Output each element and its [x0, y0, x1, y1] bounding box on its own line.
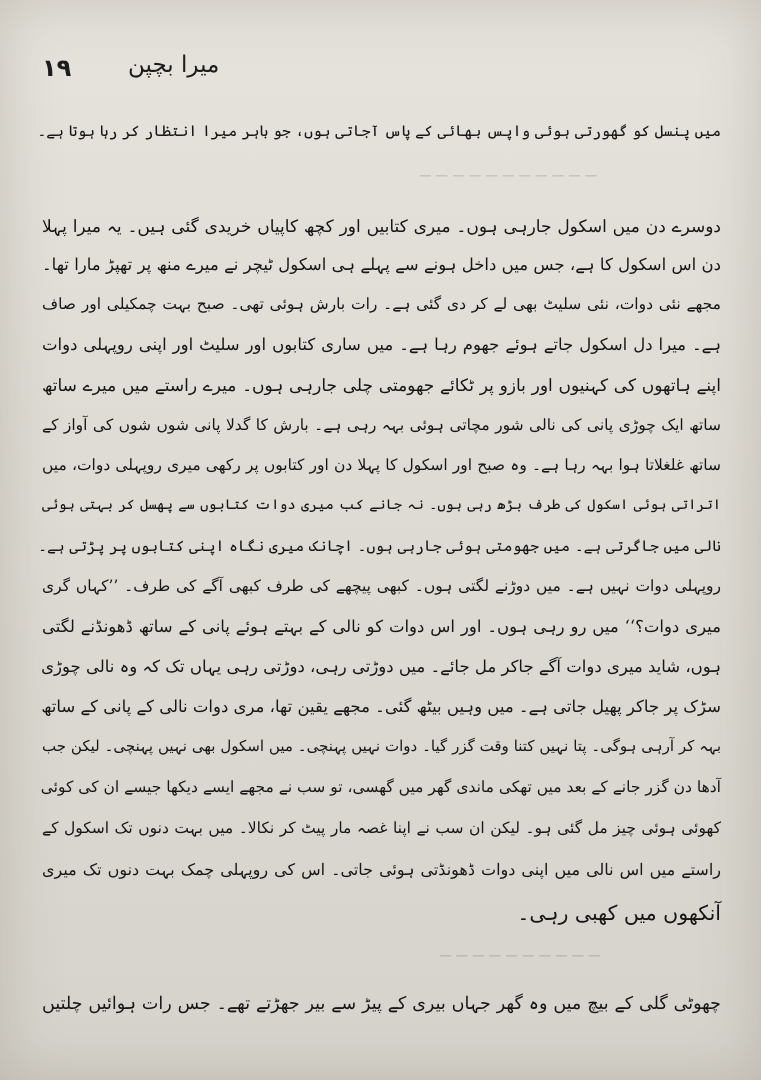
text-line: نالی میں جاگرتی ہے۔ میں جھومتی ہوئی جارہی ہوں۔ اچانک میری نگاہ اپنی کتابوں پر پڑتی ہے۔: [38, 537, 721, 555]
text-line: مجھے نئی دوات، نئی سلیٹ بھی لے کر دی گئی ہے۔ رات بارش ہوئی تھی۔ صبح بہت چمکیلی اور صاف: [42, 295, 721, 313]
text-line: میری دوات؟‘‘ میں رو رہی ہوں۔ اور اس دوات کو نالی کے بہتے ہوئے پانی کے ساتھ ڈھونڈنے لگتی: [42, 617, 721, 636]
text-line: بہہ کر آرہی ہوگی۔ پتا نہیں کتنا وقت گزر گیا۔ دوات نہیں پہنچی۔ میں اسکول بھی نہیں پہنچی۔ لیکن جب: [42, 737, 721, 755]
text-line: اپنے ہاتھوں کی کہنیوں اور بازو پر ٹکائے جھومتی چلی جارہی ہوں۔ میرے راستے میں میرے ساتھ: [42, 376, 721, 396]
text-line: ہوں، شاید میری دوات آگے جاکر مل جائے۔ میں دوڑتی رہی، دوڑتی رہی یہاں تک کہ وہ نالی چوڑی: [41, 657, 721, 676]
text-line: دوسرے دن میں اسکول جارہی ہوں۔ میری کتابیں اور کچھ کاپیاں خریدی گئی ہیں۔ یہ میرا پہلا: [42, 217, 721, 237]
text-line: دن اس اسکول کا ہے، جس میں داخل ہونے سے پہلے ہی اسکول ٹیچر نے میرے منھ پر تھپڑ مارا تھا۔: [42, 255, 721, 274]
show-through-text: ─ ─ ─ ─ ─ ─ ─ ─ ─ ─ ─: [420, 166, 597, 187]
text-line: میں پنسل کو گھورتی ہوئی واپس بھائی کے پاس آجاتی ہوں، جو باہر میرا انتظار کر رہا ہوتا ہے۔: [37, 122, 721, 140]
page-number: ۱۹: [42, 54, 72, 82]
running-title: میرا بچپن: [128, 52, 220, 78]
text-line: چھوٹی گلی کے بیچ میں وہ گھر جہاں بیری کے پیڑ سے بیر جھڑتے تھے۔ جس رات ہوائیں چلتیں: [42, 994, 721, 1014]
text-line: اتراتی ہوئی اسکول کی طرف بڑھ رہی ہوں۔ نہ جانے کب میری دوات کتابوں سے پھسل کر بہتی ہوئی: [42, 497, 721, 513]
text-line: ساتھ ایک چوڑی پانی کی نالی شور مچاتی ہوئی بہہ رہی ہے۔ بارش کا گدلا پانی شوں شوں کی آواز کے: [42, 416, 721, 434]
text-line: آنکھوں میں کھبی رہی۔: [517, 901, 721, 925]
text-line: سڑک پر جاکر پھیل جاتی ہے۔ میں وہیں بیٹھ گئی۔ مجھے یقین تھا، مری دوات نالی کے پانی کے ساتھ: [41, 697, 721, 716]
text-line: آدھا دن گزر جانے کے بعد میں تھکی ماندی گھر میں گھسی، تو سب نے مجھے ایسے دیکھا جیسے ان کی کوئی: [40, 778, 721, 796]
text-line: روپہلی دوات نہیں ہے۔ میں دوڑنے لگتی ہوں۔ کبھی پیچھے کی طرف کبھی آگے کی طرف۔ ’’کہاں گری: [42, 577, 721, 595]
text-line: راستے میں اس نالی میں اپنی دوات ڈھونڈتی ہوئی جاتی۔ اس کی روپہلی چمک بہت دنوں تک میری: [42, 860, 722, 879]
show-through-text: ─ ─ ─ ─ ─ ─ ─ ─ ─ ─: [440, 946, 600, 967]
text-line: ہے۔ میرا دل اسکول جاتے ہوئے جھوم رہا ہے۔ میں ساری کتابوں اور سلیٹ اور اپنی روپہلی دوات: [42, 335, 721, 354]
text-line: ساتھ غلغلاتا ہوا بہہ رہا ہے۔ وہ صبح اور اسکول کا پہلا دن اور کتابوں پر رکھی میری روپہلی دوات، میں: [42, 456, 721, 474]
text-line: کھوئی ہوئی چیز مل گئی ہو۔ لیکن ان سب نے اپنا غصہ مار پیٹ کر نکالا۔ میں بہت دنوں تک اسکول کے: [42, 819, 721, 837]
